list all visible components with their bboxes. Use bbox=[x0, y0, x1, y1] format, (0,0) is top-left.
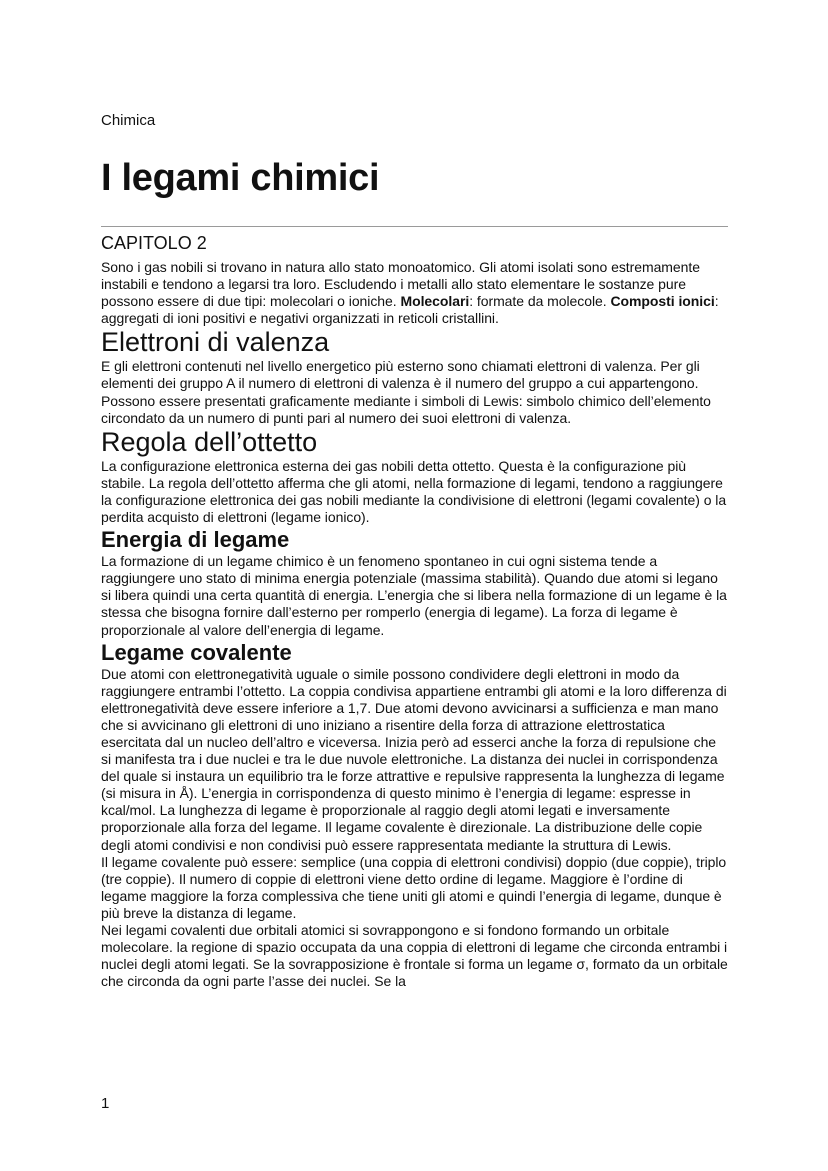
document-body bbox=[101, 259, 728, 990]
section-paragraph: La formazione di un legame chimico è un fenomeno spontaneo in cui ogni sistema tende a raggiungere uno stato di minima energia potenziale (massima stabilità). Quando due atomi si legano si libera quindi una certa quantità di energia. L’energia che si libera nella formazione di un legame è la stessa che bisogna fornire dall’esterno per romperlo (energia di legame). La forza di legame è proporzionale al valore dell’energia di legame. bbox=[101, 553, 727, 638]
page-number: 1 bbox=[101, 1095, 110, 1112]
intro-text-2: : formate da molecole. bbox=[469, 293, 611, 310]
term-molecolari: Molecolari bbox=[400, 293, 470, 310]
term-composti-ionici: Composti ionici bbox=[610, 293, 715, 310]
section-paragraph: Nei legami covalenti due orbitali atomici si sovrappongono e si fondono formando un orbitale molecolare. la regione di spazio occupata da una coppia di elettroni di legame che circonda entrambi i nuclei degli atomi legati. Se la sovrapposizione è frontale si forma un legame σ, formato da un orbitale che circonda da ogni parte l’asse dei nuclei. Se la bbox=[101, 922, 728, 990]
section-paragraph: La configurazione elettronica esterna dei gas nobili detta ottetto. Questa è la configurazione più stabile. La regola dell’ottetto afferma che gli atomi, nella formazione di legami, tendono a raggiungere la configurazione elettronica dei gas nobili mediante la condivisione di elettroni (legami covalente) o la perdita acquisto di elettroni (legame ionico). bbox=[101, 457, 727, 526]
page-title: I legami chimici bbox=[101, 157, 380, 199]
section-heading-elettroni-di-valenza: Elettroni di valenza bbox=[101, 327, 330, 358]
intro-paragraph bbox=[101, 259, 728, 327]
subject-label: Chimica bbox=[101, 112, 156, 129]
section-heading-regola-dell-ottetto: Regola dell’ottetto bbox=[101, 426, 318, 457]
intro-text-3: : aggregati di ioni positivi e negativi organizzati in reticoli cristallini. bbox=[101, 293, 719, 327]
section-heading-legame-covalente: Legame covalente bbox=[101, 639, 292, 665]
section-paragraph: Due atomi con elettronegatività uguale o simile possono condividere degli elettroni in modo da raggiungere entrambi l’ottetto. La coppia condivisa appartiene entrambi gli atomi e la loro differenza di elettronegatività deve essere inferiore a 1,7. Due atomi devono avvicinarsi a sufficienza e man mano che si avvicinano gli elettroni di uno iniziano a risentire della forza di attrazione elettrostatica esercitata dal un nucleo dell’altro e viceversa. Inizia però ad esserci anche la forza di repulsione che si manifesta tra i due nuclei e tra le due nuvole elettroniche. La distanza dei nuclei in corrispondenza del quale si instaura un equilibrio tra le forze attrattive e repulsive rappresenta la lunghezza di legame (si misura in Å). L’energia in corrispondenza di questo minimo è l’energia di legame: espresse in kcal/mol. La lunghezza di legame è proporzionale al raggio degli atomi legati e inversamente proporzionale alla forza del legame. Il legame covalente è direzionale. La distribuzione delle copie degli atomi condivisi e non condivisi può essere rappresentata mediante la struttura di Lewis. bbox=[101, 665, 727, 853]
section-paragraph: E gli elettroni contenuti nel livello energetico più esterno sono chiamati elettroni di valenza. Per gli elementi dei gruppo A il numero di elettroni di valenza è il numero del gruppo a cui appartengono. Possono essere presentati graficamente mediante i simboli di Lewis: simbolo chimico dell’elemento circondato da un numero di punti pari al numero dei suoi elettroni di valenza. bbox=[101, 358, 711, 426]
section-heading-energia-di-legame: Energia di legame bbox=[101, 527, 290, 553]
section-paragraph: Il legame covalente può essere: semplice (una coppia di elettroni condivisi) doppio (due coppie), triplo (tre coppie). Il numero di coppie di elettroni viene detto ordine di legame. Maggiore è l’ordine di legame maggiore la forza complessiva che tiene uniti gli atomi e quindi l’energia di legame, dunque è più breve la distanza di legame. bbox=[101, 853, 727, 921]
chapter-label: CAPITOLO 2 bbox=[101, 233, 207, 253]
intro-text: Sono i gas nobili si trovano in natura allo stato monoatomico. Gli atomi isolati sono estremamente instabili e tendono a legarsi tra loro. Escludendo i metalli allo stato elementare le sostanze pure possono essere di due tipi: molecolari o ioniche. bbox=[101, 259, 700, 310]
title-divider bbox=[101, 226, 728, 227]
